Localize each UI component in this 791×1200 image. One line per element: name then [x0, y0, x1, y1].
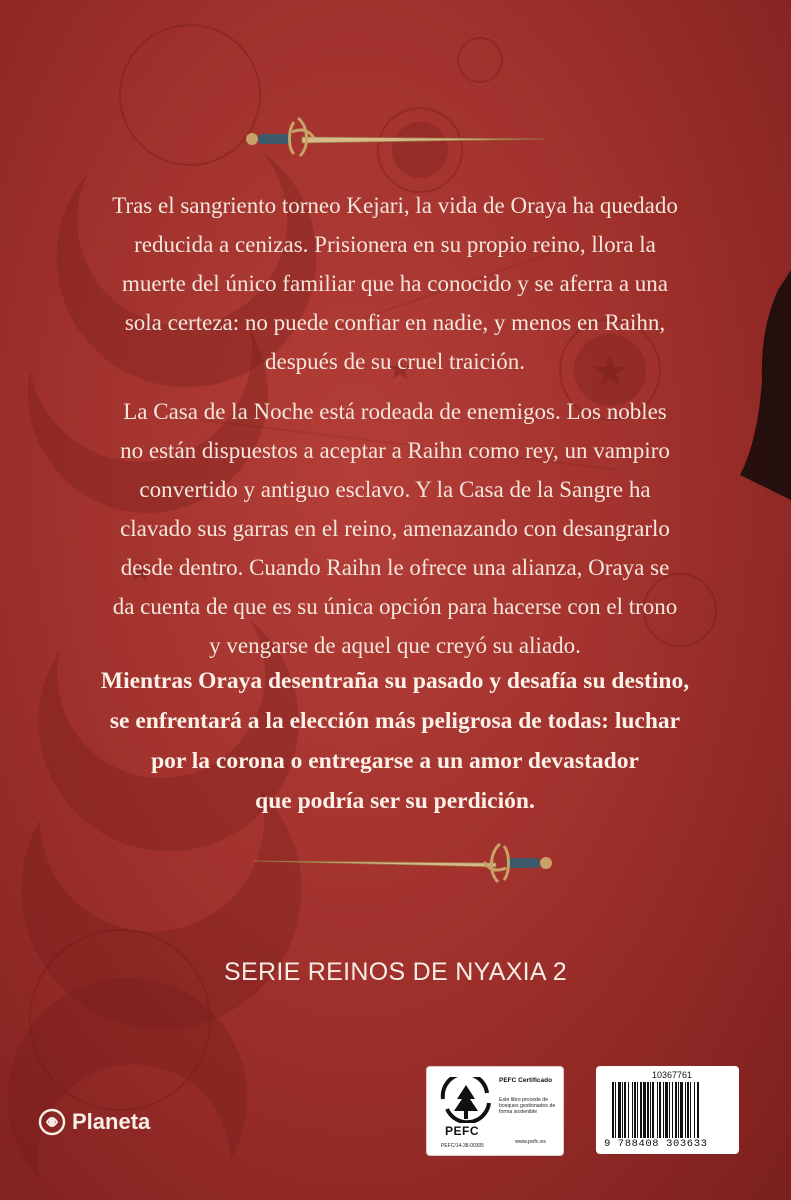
barcode-bar — [678, 1082, 679, 1138]
barcode-bar — [618, 1082, 621, 1138]
barcode-bars — [612, 1082, 730, 1138]
pefc-certification-label — [426, 1066, 564, 1156]
synopsis-paragraph-2: La Casa de la Noche está rodeada de enemigos. Los nobles no están dispuestos a aceptar a Raihn como rey, un vampiro convertido y antiguo esclavo. Y la Casa de la Sangre ha clavado sus garras en el reino, amenazando con desangrarlo desde dentro. Cuando Raihn le ofrece una alianza, Oraya se da cuenta de que es su única opción para hacerse con el trono y vengarse de aquel que creyó su aliado. — [112, 399, 678, 658]
barcode-bar — [612, 1082, 614, 1138]
barcode-bar — [647, 1082, 649, 1138]
barcode-bar — [672, 1082, 673, 1138]
barcode-bar — [632, 1082, 633, 1138]
barcode-bar — [663, 1082, 664, 1138]
barcode-bar — [624, 1082, 626, 1138]
barcode-bar — [650, 1082, 651, 1138]
isbn-barcode — [596, 1066, 739, 1154]
barcode-bar — [694, 1082, 695, 1138]
barcode-bar — [697, 1082, 699, 1138]
pefc-description: Este libro procede de bosques gestionados de forma sostenible — [499, 1097, 556, 1116]
planeta-globe-icon — [38, 1108, 66, 1136]
barcode-bar — [615, 1082, 616, 1138]
barcode-bar — [665, 1082, 668, 1138]
barcode-bar — [634, 1082, 636, 1138]
barcode-bar — [685, 1082, 686, 1138]
barcode-bar — [680, 1082, 683, 1138]
barcode-bar — [622, 1082, 623, 1138]
barcode-bar — [657, 1082, 658, 1138]
barcode-bar — [628, 1082, 629, 1138]
bottom-sword-ornament — [244, 842, 554, 888]
pefc-website: www.pefc.es — [515, 1139, 546, 1145]
barcode-bar — [652, 1082, 654, 1138]
barcode-bar — [659, 1082, 661, 1138]
pefc-title: PEFC Certificado — [499, 1077, 553, 1084]
series-title: SERIE REINOS DE NYAXIA 2 — [224, 958, 567, 986]
publisher-name: Planeta — [72, 1109, 151, 1134]
pefc-code: PEFC/14-38-00305 — [441, 1143, 485, 1149]
pefc-tree-logo-icon — [439, 1077, 493, 1123]
synopsis-highlight-paragraph: Mientras Oraya desentraña su pasado y desafía su destino, se enfrentará a la elección más peligrosa de todas: luchar por la corona o entregarse a un amor devastador que podría ser su perdición. — [100, 668, 690, 814]
barcode-bar — [643, 1082, 646, 1138]
barcode-bar — [640, 1082, 642, 1138]
barcode-bar — [687, 1082, 689, 1138]
top-sword-ornament — [244, 112, 554, 158]
publisher-logo — [38, 1108, 150, 1136]
barcode-bar — [669, 1082, 670, 1138]
barcode-bar — [675, 1082, 677, 1138]
synopsis-paragraph-1: Tras el sangriento torneo Kejari, la vida de Oraya ha quedado reducida a cenizas. Prisionera en su propio reino, llora la muerte del único familiar que ha conocido y se aferra a una sola certeza: no puede confiar en nadie, y menos en Raihn, después de su cruel traición. — [112, 193, 678, 374]
barcode-reference-number: 10367761 — [652, 1070, 693, 1080]
barcode-bar — [690, 1082, 691, 1138]
barcode-bar — [637, 1082, 638, 1138]
barcode-isbn-digits: 9 788408 303633 — [604, 1138, 708, 1150]
pefc-logo-word: PEFC — [445, 1124, 480, 1138]
